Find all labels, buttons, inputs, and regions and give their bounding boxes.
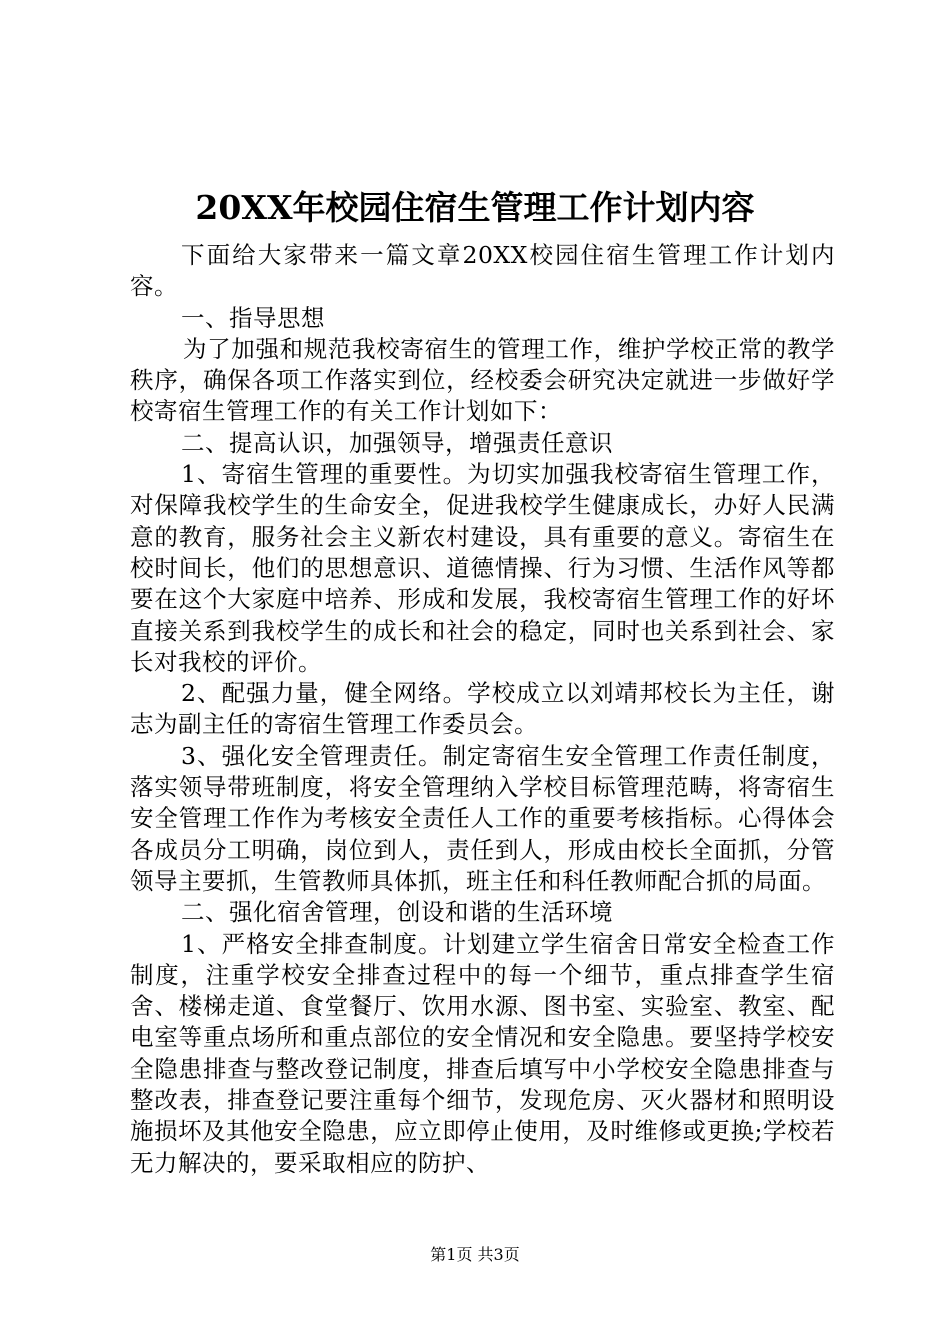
- body-paragraph: 3、强化安全管理责任。制定寄宿生安全管理工作责任制度，落实领导带班制度，将安全管理纳入学校目标管理范畴，将寄宿生安全管理工作作为考核安全责任人工作的重要考核指标。心得体会各成员分工明确，岗位到人，责任到人，形成由校长全面抓，分管领导主要抓，生管教师具体抓，班主任和科任教师配合抓的局面。: [130, 741, 835, 895]
- body-paragraph: 为了加强和规范我校寄宿生的管理工作，维护学校正常的教学秩序，确保各项工作落实到位，经校委会研究决定就进一步做好学校寄宿生管理工作的有关工作计划如下：: [130, 334, 835, 426]
- section-heading: 二、强化宿舍管理，创设和谐的生活环境: [181, 898, 613, 927]
- section-heading: 二、提高认识，加强领导，增强责任意识: [181, 428, 613, 457]
- document-body: [130, 240, 835, 1179]
- intro-paragraph: 下面给大家带来一篇文章20XX校园住宿生管理工作计划内容。: [130, 241, 835, 301]
- body-paragraph: 2、配强力量，健全网络。学校成立以刘靖邦校长为主任，谢志为副主任的寄宿生管理工作委员会。: [130, 679, 835, 739]
- section-heading: 一、指导思想: [181, 303, 325, 332]
- body-paragraph: 1、严格安全排查制度。计划建立学生宿舍日常安全检查工作制度，注重学校安全排查过程中的每一个细节，重点排查学生宿舍、楼梯走道、食堂餐厅、饮用水源、图书室、实验室、教室、配电室等重点场所和重点部位的安全情况和安全隐患。要坚持学校安全隐患排查与整改登记制度，排查后填写中小学校安全隐患排查与整改表，排查登记要注重每个细节，发现危房、灭火器材和照明设施损坏及其他安全隐患，应立即停止使用，及时维修或更换;学校若无力解决的，要采取相应的防护、: [130, 929, 835, 1177]
- document-title: 20XX年校园住宿生管理工作计划内容: [195, 188, 755, 227]
- body-paragraph: 1、寄宿生管理的重要性。为切实加强我校寄宿生管理工作，对保障我校学生的生命安全，促进我校学生健康成长，办好人民满意的教育，服务社会主义新农村建设，具有重要的意义。寄宿生在校时间长，他们的思想意识、道德情操、行为习惯、生活作风等都要在这个大家庭中培养、形成和发展，我校寄宿生管理工作的好坏直接关系到我校学生的成长和社会的稳定，同时也关系到社会、家长对我校的评价。: [130, 460, 835, 676]
- page-footer: 第1页 共3页: [430, 1245, 520, 1264]
